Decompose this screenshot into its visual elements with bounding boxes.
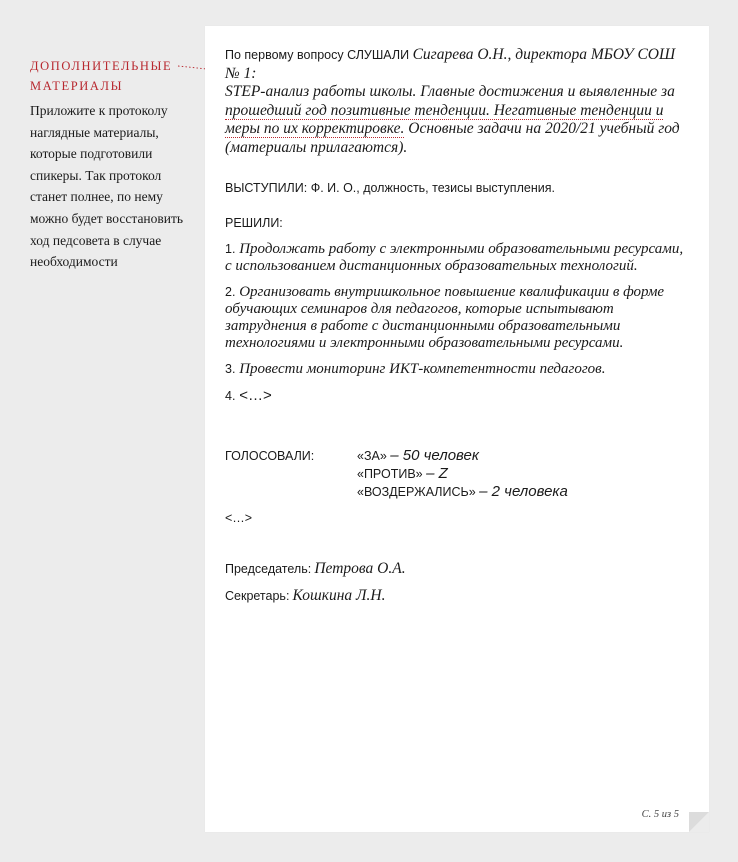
vote-against-label: «ПРОТИВ» bbox=[357, 467, 423, 481]
resolution-number: 4. bbox=[225, 389, 236, 403]
ellipsis: <…> bbox=[225, 511, 253, 525]
vote-against bbox=[357, 465, 568, 483]
page-number: С. 5 из 5 bbox=[641, 809, 679, 820]
protocol-content bbox=[225, 46, 690, 606]
resolution-text: Организовать внутришкольное повышение квалификации в форме обучающих семинаров для педагогов, которые испытывают затруднения в работе с дистанционными образовательными технологиями и электронными образовательными ресурсами. bbox=[225, 284, 665, 351]
vote-for bbox=[357, 447, 568, 465]
vote-abstain-label: «ВОЗДЕРЖАЛИСЬ» bbox=[357, 485, 476, 499]
page-fold-corner bbox=[689, 812, 709, 832]
first-question-speaker: Сигарева О.Н., директора МБОУ СОШ № 1: bbox=[225, 46, 676, 82]
resolution-text: <…> bbox=[239, 387, 272, 404]
first-question bbox=[225, 46, 690, 157]
resolution-item bbox=[225, 387, 690, 405]
first-question-text-before: STEP-анализ работы школы. Главные достижения и выявленные за bbox=[225, 83, 675, 100]
sidenote bbox=[30, 56, 190, 273]
spoke-line: ВЫСТУПИЛИ: Ф. И. О., должность, тезисы выступления. bbox=[225, 181, 555, 195]
vote-results bbox=[357, 447, 568, 501]
secretary-signature bbox=[225, 586, 690, 606]
first-question-text-highlighted: прошедший год позитивные тенденции. Негативные тенденции и меры по их корректировке. bbox=[225, 101, 664, 137]
first-question-text-after: Основные задачи на 2020/21 учебный год (материалы прилагаются). bbox=[225, 120, 680, 156]
resolutions-list bbox=[225, 241, 690, 405]
vote-against-value: – Z bbox=[426, 465, 448, 482]
resolution-number: 3. bbox=[225, 362, 236, 376]
resolution-item bbox=[225, 361, 690, 378]
chairman-signature bbox=[225, 559, 690, 579]
vote-abstain-value: – 2 человека bbox=[479, 483, 568, 500]
vote-label: ГОЛОСОВАЛИ: bbox=[225, 449, 315, 463]
secretary-label: Секретарь: bbox=[225, 589, 290, 603]
sidenote-title-line1: ДОПОЛНИТЕЛЬНЫЕ bbox=[30, 59, 173, 73]
vote-block bbox=[225, 447, 690, 501]
sidenote-title bbox=[30, 56, 190, 96]
sidenote-title-line2: МАТЕРИАЛЫ bbox=[30, 79, 124, 93]
vote-abstain bbox=[357, 483, 568, 501]
resolution-item bbox=[225, 241, 690, 275]
first-question-text bbox=[225, 83, 680, 156]
resolution-text: Продолжать работу с электронными образовательными ресурсами, с использованием дистанционных образовательных технологий. bbox=[225, 241, 684, 274]
resolution-item bbox=[225, 284, 690, 352]
vote-for-value: – 50 человек bbox=[390, 447, 479, 464]
vote-for-label: «ЗА» bbox=[357, 449, 387, 463]
resolution-number: 2. bbox=[225, 285, 236, 299]
protocol-page bbox=[205, 26, 709, 832]
chairman-label: Председатель: bbox=[225, 562, 312, 576]
resolution-number: 1. bbox=[225, 242, 236, 256]
resolution-text: Провести мониторинг ИКТ-компетентности педагогов. bbox=[239, 361, 606, 377]
first-question-lead: По первому вопросу СЛУШАЛИ bbox=[225, 48, 413, 62]
chairman-name: Петрова О.А. bbox=[314, 560, 406, 577]
secretary-name: Кошкина Л.Н. bbox=[292, 587, 386, 604]
resolved-label: РЕШИЛИ: bbox=[225, 216, 283, 230]
sidenote-body: Приложите к протоколу наглядные материалы, которые подготовили спикеры. Так протокол станет полнее, по нему можно будет восстановить ход педсовета в случае необходимости bbox=[30, 103, 184, 270]
